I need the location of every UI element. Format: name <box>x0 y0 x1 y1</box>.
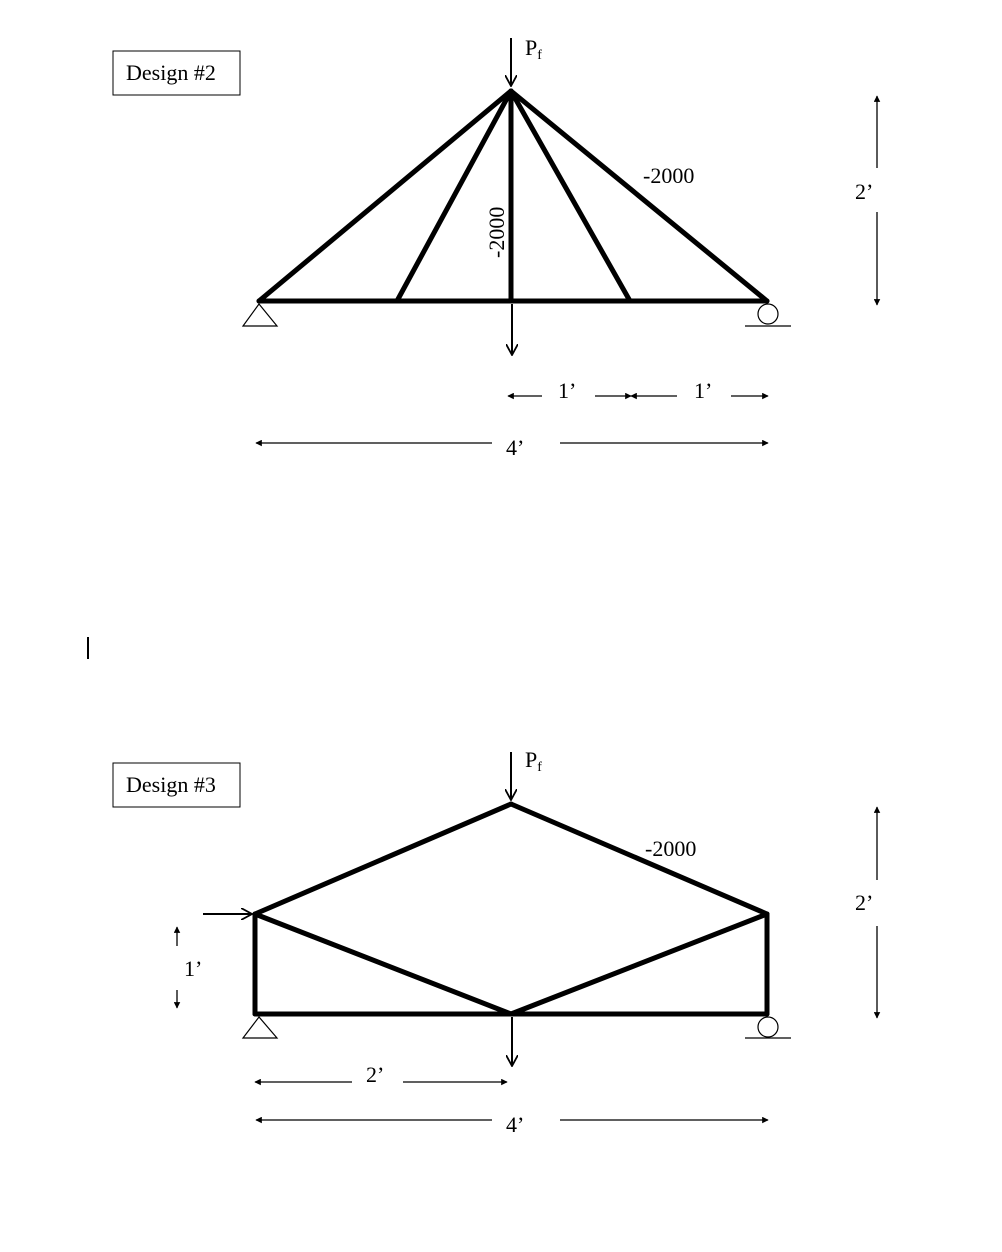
design-3 <box>113 747 877 1137</box>
design-2-pin-support <box>243 304 277 326</box>
design-2-dim-1a-label: 1’ <box>558 378 577 403</box>
design-3-left-dim-label: 1’ <box>184 956 203 981</box>
design-2-force-diagonal: -2000 <box>643 163 695 188</box>
design-2-roller-support <box>745 304 791 326</box>
design-3-span-label: 4’ <box>506 1112 525 1137</box>
design-3-pin-support <box>243 1017 277 1038</box>
design-2-members <box>259 91 767 301</box>
design-2-right-web <box>511 91 630 301</box>
design-2-load-label: Pf <box>525 35 542 63</box>
design-2 <box>113 35 877 460</box>
design-3-right-diagonal <box>511 914 767 1014</box>
design-3-height-label: 2’ <box>855 890 874 915</box>
design-3-title-box <box>113 763 240 807</box>
design-2-force-vertical: -2000 <box>484 206 509 258</box>
design-3-force-diagonal: -2000 <box>645 836 697 861</box>
design-2-height-label: 2’ <box>855 179 874 204</box>
design-3-right-top-chord <box>511 804 767 914</box>
design-2-right-top-chord <box>511 91 767 301</box>
design-3-title: Design #3 <box>126 772 216 797</box>
design-2-dim-1b-label: 1’ <box>694 378 713 403</box>
design-3-left-diagonal <box>255 914 511 1014</box>
design-2-span-label: 4’ <box>506 435 525 460</box>
design-3-load-label: Pf <box>525 747 542 775</box>
design-2-title-box <box>113 51 240 95</box>
design-2-title: Design #2 <box>126 60 216 85</box>
design-2-left-top-chord <box>259 91 511 301</box>
design-3-left-top-chord <box>255 804 511 914</box>
design-2-left-web <box>397 91 511 301</box>
design-3-half-label: 2’ <box>366 1062 385 1087</box>
design-3-roller-support <box>745 1017 791 1038</box>
